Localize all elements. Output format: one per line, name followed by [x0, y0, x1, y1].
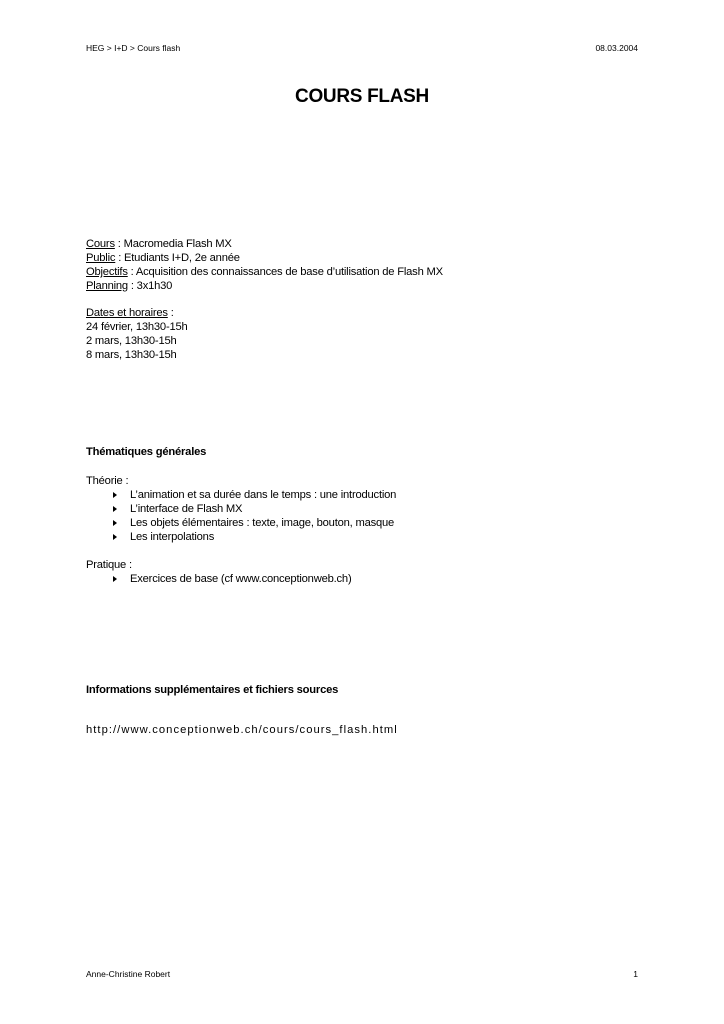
list-item-text: Les interpolations [130, 531, 215, 543]
list-item [86, 502, 396, 516]
document-title: COURS FLASH [295, 86, 429, 107]
info-line-planning [86, 279, 443, 293]
list-item [86, 516, 396, 530]
list-item-text: L’interface de Flash MX [130, 503, 243, 515]
info-value: : Etudiants I+D, 2e année [115, 252, 240, 264]
list-item-text: Exercices de base (cf www.conceptionweb.ch) [130, 573, 352, 585]
date-item: 24 février, 13h30-15h [86, 321, 188, 333]
info-label: Planning [86, 280, 128, 292]
info-value: : Acquisition des connaissances de base d’utilisation de Flash MX [127, 266, 443, 278]
theorie-section [86, 474, 396, 544]
info-value: : 3x1h30 [127, 280, 173, 292]
info-line-cours [86, 237, 443, 251]
footer-page-number: 1 [633, 969, 638, 979]
info-line-public [86, 251, 443, 265]
list-item [86, 530, 396, 544]
date-item: 2 mars, 13h30-15h [86, 335, 177, 347]
thematiques-heading: Thématiques générales [86, 446, 207, 458]
informations-heading: Informations supplémentaires et fichiers sources [86, 684, 339, 696]
triangle-bullet-icon [113, 506, 117, 512]
triangle-bullet-icon [113, 520, 117, 526]
pratique-section [86, 558, 351, 586]
info-line-objectifs [86, 265, 443, 279]
course-url-link[interactable]: http://www.conceptionweb.ch/cours/cours_flash.html [86, 724, 398, 736]
pratique-label: Pratique : [86, 559, 132, 571]
info-label: Cours [86, 238, 115, 250]
list-item-text: L’animation et sa durée dans le temps : une introduction [130, 489, 397, 501]
pratique-list [86, 572, 351, 586]
dates-section [86, 306, 188, 362]
triangle-bullet-icon [113, 534, 117, 540]
header-date: 08.03.2004 [595, 43, 638, 53]
info-label: Public [86, 252, 116, 264]
dates-heading [86, 306, 188, 320]
header-breadcrumb: HEG > I+D > Cours flash [86, 43, 181, 53]
info-value: : Macromedia Flash MX [114, 238, 232, 250]
theorie-label: Théorie : [86, 475, 129, 487]
dates-label: Dates et horaires [86, 307, 168, 319]
triangle-bullet-icon [113, 492, 117, 498]
date-item: 8 mars, 13h30-15h [86, 349, 177, 361]
theorie-list [86, 488, 396, 544]
info-label: Objectifs [86, 266, 128, 278]
footer-author: Anne-Christine Robert [86, 969, 171, 979]
list-item [86, 488, 396, 502]
list-item-text: Les objets élémentaires : texte, image, bouton, masque [130, 517, 395, 529]
course-info [86, 237, 443, 293]
dates-suffix: : [167, 307, 174, 319]
list-item [86, 572, 351, 586]
triangle-bullet-icon [113, 576, 117, 582]
